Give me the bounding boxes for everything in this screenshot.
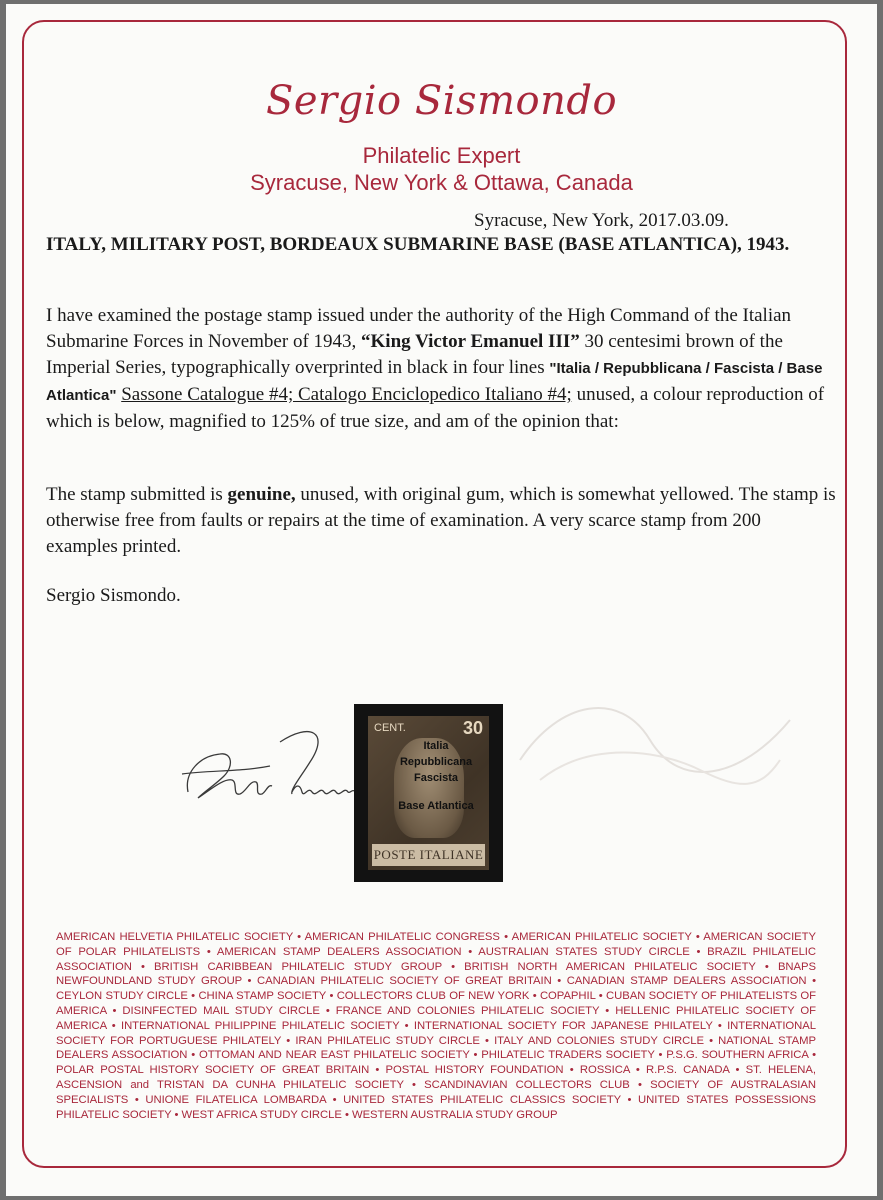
catalogue-reference: Sassone Catalogue #4; Catalogo Enciclopedico Italiano #4; [121, 384, 572, 405]
king-portrait [394, 738, 464, 838]
handwritten-signature [180, 722, 380, 814]
expert-name: Sergio Sismondo [265, 78, 618, 124]
stamp-image [354, 704, 503, 882]
stamp-name: “King Victor Emanuel III” [361, 331, 580, 352]
stamp-value: 30 [462, 718, 483, 738]
opinion-rest: unused, with original gum, which is somewhat yellowed. The stamp is otherwise free from faults or repairs at the time of examination. A very scarce stamp from 200 examples printed. [46, 484, 836, 557]
examination-rest: unused, a colour reproduction of which is below, magnified to 125% of true size, and am of the opinion that: [46, 384, 825, 432]
signoff: Sergio Sismondo. [46, 585, 181, 606]
stamp-design [368, 716, 489, 870]
intro-text: I have examined the postage stamp issued under the authority of the High Command of the Italian Submarine Forces in November of 1943, [46, 305, 792, 352]
society-memberships: AMERICAN HELVETIA PHILATELIC SOCIETY • AMERICAN PHILATELIC CONGRESS • AMERICAN PHILATELIC SOCIETY • AMERICAN SOCIETY OF POLAR PHILATELISTS • AMERICAN STAMP DEALERS ASSOCIATION • AUSTRALIAN STATES STUDY CIRCLE • BRAZIL PHILATELIC ASSOCIATION • BRITISH CARIBBEAN PHILATELIC STUDY GROUP • BRITISH NORTH AMERICAN PHILATELIC SOCIETY • BNAPS NEWFOUNDLAND STUDY GROUP • CANADIAN PHILATELIC SOCIETY OF GREAT BRITAIN • CANADIAN STAMP DEALERS ASSOCIATION • CEYLON STUDY CIRCLE • CHINA STAMP SOCIETY • COLLECTORS CLUB OF NEW YORK • COPAPHIL • CUBAN SOCIETY OF PHILATELISTS OF AMERICA • DISINFECTED MAIL STUDY CIRCLE • FRANCE AND COLONIES PHILATELIC SOCIETY • HELLENIC PHILATELIC SOCIETY OF AMERICA • INTERNATIONAL PHILIPPINE PHILATELIC SOCIETY • INTERNATIONAL SOCIETY FOR JAPANESE PHILATELY • INTERNATIONAL SOCIETY FOR PORTUGUESE PHILATELY • IRAN PHILATELIC STUDY CIRCLE • ITALY AND COLONIES STUDY CIRCLE • NATIONAL STAMP DEALERS ASSOCIATION • OTTOMAN AND NEAR EAST PHILATELIC SOCIETY • PHILATELIC TRADERS SOCIETY • P.S.G. SOUTHERN AFRICA • POLAR POSTAL HISTORY SOCIETY OF GREAT BRITAIN • POSTAL HISTORY FOUNDATION • ROSSICA • R.P.S. CANADA • ST. HELENA, ASCENSION and TRISTAN DA CUNHA PHILATELIC SOCIETY • SCANDINAVIAN COLLECTORS CLUB • SOCIETY OF AUSTRALASIAN SPECIALISTS • UNIONE FILATELICA LOMBARDA • UNITED STATES PHILATELIC CLASSICS SOCIETY • UNITED STATES POSSESSIONS PHILATELIC SOCIETY • WEST AFRICA STUDY CIRCLE • WESTERN AUSTRALIA STUDY GROUP [56, 931, 816, 1121]
overprint-text: "Italia / Repubblicana / Fascista / Base Atlantica" [46, 360, 823, 404]
overprint-line: Italia [423, 740, 449, 752]
date-line: Syracuse, New York, 2017.03.09. [474, 210, 729, 231]
overprint-line: Repubblicana [399, 756, 473, 768]
overprint-line: Base Atlantica [398, 800, 474, 812]
stamp-country-text: POSTE ITALIANE [372, 844, 485, 866]
certificate-title: ITALY, MILITARY POST, BORDEAUX SUBMARINE BASE (BASE ATLANTICA), 1943. [46, 234, 790, 255]
overprint-line: Fascista [413, 772, 459, 784]
opinion-paragraph [46, 482, 836, 560]
verdict: genuine, [227, 484, 296, 505]
expert-title: Philatelic Expert [362, 143, 521, 168]
expert-location: Syracuse, New York & Ottawa, Canada [250, 170, 633, 195]
watermark-logo [500, 680, 800, 800]
stamp-description: 30 centesimi brown of the Imperial Series, typographically overprinted in black in four lines [46, 331, 783, 378]
opinion-lead: The stamp submitted is [46, 484, 223, 505]
stamp-cent-label: CENT. [374, 722, 406, 734]
examination-paragraph [46, 303, 836, 435]
